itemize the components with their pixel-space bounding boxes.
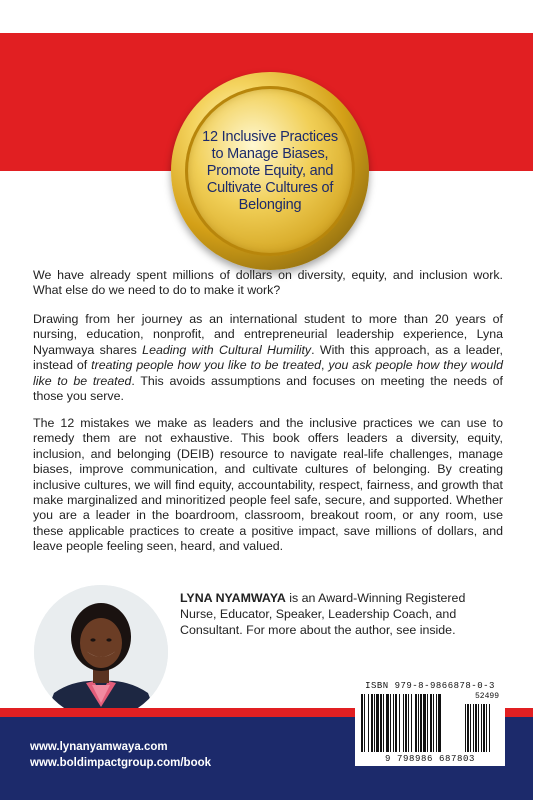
price-addon-code: 52499 [474,692,499,701]
medal-inner-ring [185,86,355,256]
barcode-digits: 9 798986 687803 [384,754,475,764]
p2-text-1: Drawing from her journey as an international student to more than 20 years of nursing, education, nonprofit, and entrepreneurial leadership experience, Lyna Nyamwaya shares [33,312,503,357]
author-photo [34,585,168,719]
book-title-italic: Leading with Cultural Humility [142,342,312,357]
author-journey-paragraph [33,312,503,404]
isbn-barcode [355,676,505,766]
isbn-label: ISBN 979-8-9866878-0-3 [365,681,495,691]
medal-tagline: 12 Inclusive Practices to Manage Biases, Promote Equity, and Cultivate Cultures of Belonging [202,128,338,213]
author-bio-text: is an Award-Winning Registered Nurse, Educator, Speaker, Leadership Coach, and Consultant. For more about the author, see inside. [180,591,466,637]
website-link-boldimpactgroup[interactable]: www.boldimpactgroup.com/book [30,757,212,769]
quote-italic-1: treating people how you like to be treated [91,358,322,373]
author-portrait-icon [34,585,168,719]
website-link-lynanyamwaya[interactable]: www.lynanyamwaya.com [30,741,168,753]
p2-text-4: . This avoids assumptions and focuses on meeting the needs of those you serve. [33,373,503,404]
intro-paragraph: We have already spent millions of dollars on diversity, equity, and inclusion work. What else do we need to do to make it work? [33,268,503,298]
author-name: LYNA NYAMWAYA [180,591,286,605]
p2-text-2: . With this approach, as a leader, instead of [33,342,503,373]
gold-medal-badge [171,72,369,270]
author-bio [180,590,500,638]
barcode-bars-icon [355,676,505,766]
p2-text-3: , [321,358,329,373]
mistakes-paragraph: The 12 mistakes we make as leaders and the inclusive practices we can use to remedy them are not exhaustive. This book offers leaders a diversity, equity, inclusion, and belonging (DEIB) resource to navigate real-life challenges, manage biases, improve communication, and cultivate cultures of belonging. By creating inclusive cultures, we will find equity, accountability, respect, fairness, and growth that make marginalized and minoritized people feel safe, secure, and supported. Whether you are a leader in the boardroom, classroom, breakout room, or any room, use these applicable practices to create a positive impact, save millions of dollars, and leave people feeling seen, heard, and valued. [33,416,503,554]
quote-italic-2: you ask people how they would like to be treated [33,358,503,388]
